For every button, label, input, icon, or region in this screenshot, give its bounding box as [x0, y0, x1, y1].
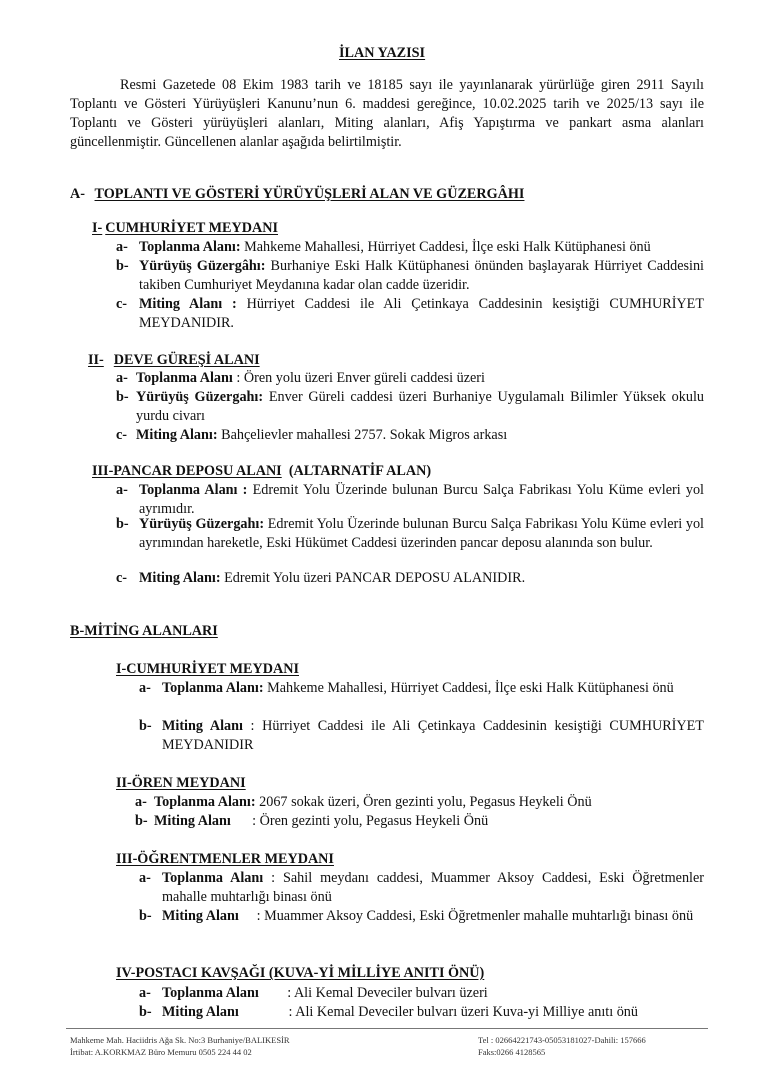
b2-heading: II-ÖREN MEYDANI [116, 775, 246, 791]
footer-fax: Faks:0266 4128565 [478, 1047, 546, 1057]
intro-paragraph: Resmi Gazetede 08 Ekim 1983 tarih ve 18185 sayı ile yayınlanarak yürürlüğe giren 2911 Sayılı Toplantı ve Gösteri Yürüyüşleri Kanunu’nun 6. maddesi gereğince, 10.02.2025 tarih ve 2025/13 sayı ile Toplantı ve Gösteri yürüyüşleri alanları, Miting alanları, Afiş Yapıştırma ve pankart asma alanları güncellenmiştir. Güncellenen alanlar aşağıda belirtilmiştir. [70, 77, 704, 150]
section-a-heading [70, 185, 524, 204]
section-a-title: TOPLANTI VE GÖSTERİ YÜRÜYÜŞLERİ ALAN VE GÜZERGÂHI [94, 186, 525, 202]
a2-heading: II- DEVE GÜREŞİ ALANI [88, 352, 260, 368]
b3-heading: III-ÖĞRENTMENLER MEYDANI [116, 851, 334, 867]
page-title: İLAN YAZISI [339, 45, 426, 61]
footer-contact: İrtibat: A.KORKMAZ Büro Memuru 0505 224 44 02 [70, 1047, 252, 1057]
a3-heading: III-PANCAR DEPOSU ALANI (ALTARNATİF ALAN) [92, 463, 432, 479]
a1-heading: I- CUMHURİYET MEYDANI [92, 220, 279, 236]
footer-tel: Tel : 02664221743-05053181027-Dahili: 157666 [478, 1035, 646, 1045]
section-b-heading: B-MİTİNG ALANLARI [70, 623, 218, 639]
footer-divider [66, 1028, 708, 1029]
section-a-prefix: A- [70, 186, 85, 202]
b1-heading: I-CUMHURİYET MEYDANI [116, 661, 299, 677]
footer-address: Mahkeme Mah. Haciidris Ağa Sk. No:3 Burhaniye/BALIKESİR [70, 1035, 290, 1045]
b4-heading: IV-POSTACI KAVŞAĞI (KUVA-Yİ MİLLİYE ANITI ÖNÜ) [116, 965, 485, 981]
